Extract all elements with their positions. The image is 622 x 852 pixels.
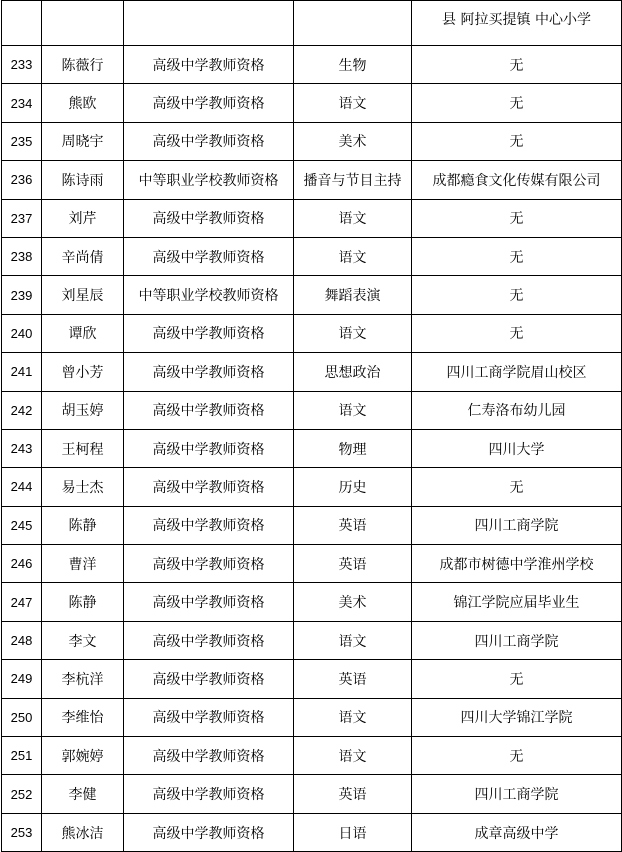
row-qualification: 高级中学教师资格 bbox=[124, 46, 294, 84]
row-name: 胡玉婷 bbox=[42, 391, 124, 429]
row-unit: 成都瘾食文化传媒有限公司 bbox=[412, 161, 622, 199]
row-number: 240 bbox=[2, 314, 42, 352]
row-qualification: 高级中学教师资格 bbox=[124, 737, 294, 775]
row-number: 250 bbox=[2, 698, 42, 736]
row-unit: 无 bbox=[412, 84, 622, 122]
header-cell-4 bbox=[294, 1, 412, 46]
table-row bbox=[2, 199, 622, 237]
table-row bbox=[2, 583, 622, 621]
row-subject: 日语 bbox=[294, 813, 412, 851]
table-row bbox=[2, 161, 622, 199]
row-subject: 美术 bbox=[294, 583, 412, 621]
row-number: 234 bbox=[2, 84, 42, 122]
row-qualification: 高级中学教师资格 bbox=[124, 353, 294, 391]
table-row bbox=[2, 813, 622, 851]
table-row bbox=[2, 237, 622, 275]
row-number: 236 bbox=[2, 161, 42, 199]
row-name: 陈薇行 bbox=[42, 46, 124, 84]
row-qualification: 高级中学教师资格 bbox=[124, 122, 294, 160]
row-name: 熊欧 bbox=[42, 84, 124, 122]
row-number: 235 bbox=[2, 122, 42, 160]
row-unit: 成都市树德中学淮州学校 bbox=[412, 545, 622, 583]
row-qualification: 高级中学教师资格 bbox=[124, 775, 294, 813]
row-name: 李文 bbox=[42, 621, 124, 659]
row-name: 李杭洋 bbox=[42, 660, 124, 698]
row-number: 233 bbox=[2, 46, 42, 84]
row-name: 熊冰洁 bbox=[42, 813, 124, 851]
row-unit: 无 bbox=[412, 660, 622, 698]
row-qualification: 高级中学教师资格 bbox=[124, 237, 294, 275]
row-subject: 英语 bbox=[294, 660, 412, 698]
row-qualification: 高级中学教师资格 bbox=[124, 660, 294, 698]
row-qualification: 高级中学教师资格 bbox=[124, 468, 294, 506]
table-row bbox=[2, 391, 622, 429]
row-unit: 四川工商学院 bbox=[412, 621, 622, 659]
row-unit: 四川工商学院 bbox=[412, 775, 622, 813]
row-number: 243 bbox=[2, 429, 42, 467]
row-unit: 无 bbox=[412, 199, 622, 237]
row-subject: 语文 bbox=[294, 237, 412, 275]
row-qualification: 高级中学教师资格 bbox=[124, 506, 294, 544]
row-qualification: 高级中学教师资格 bbox=[124, 621, 294, 659]
row-subject: 语文 bbox=[294, 199, 412, 237]
row-name: 易士杰 bbox=[42, 468, 124, 506]
row-unit: 无 bbox=[412, 46, 622, 84]
table-row bbox=[2, 660, 622, 698]
table-row bbox=[2, 506, 622, 544]
table-row bbox=[2, 698, 622, 736]
row-qualification: 高级中学教师资格 bbox=[124, 698, 294, 736]
table-row bbox=[2, 737, 622, 775]
row-subject: 生物 bbox=[294, 46, 412, 84]
row-number: 244 bbox=[2, 468, 42, 506]
row-number: 242 bbox=[2, 391, 42, 429]
row-subject: 舞蹈表演 bbox=[294, 276, 412, 314]
row-name: 陈静 bbox=[42, 506, 124, 544]
row-name: 周晓宇 bbox=[42, 122, 124, 160]
row-qualification: 高级中学教师资格 bbox=[124, 545, 294, 583]
table-row bbox=[2, 775, 622, 813]
row-number: 238 bbox=[2, 237, 42, 275]
row-unit: 无 bbox=[412, 314, 622, 352]
table-row bbox=[2, 353, 622, 391]
row-number: 252 bbox=[2, 775, 42, 813]
table-row bbox=[2, 621, 622, 659]
row-number: 247 bbox=[2, 583, 42, 621]
row-number: 239 bbox=[2, 276, 42, 314]
row-number: 248 bbox=[2, 621, 42, 659]
row-number: 245 bbox=[2, 506, 42, 544]
row-name: 辛尚倩 bbox=[42, 237, 124, 275]
table-row bbox=[2, 276, 622, 314]
row-name: 李健 bbox=[42, 775, 124, 813]
row-qualification: 高级中学教师资格 bbox=[124, 84, 294, 122]
row-number: 237 bbox=[2, 199, 42, 237]
row-unit: 仁寿洛布幼儿园 bbox=[412, 391, 622, 429]
row-number: 246 bbox=[2, 545, 42, 583]
row-qualification: 高级中学教师资格 bbox=[124, 314, 294, 352]
table-row bbox=[2, 545, 622, 583]
row-subject: 思想政治 bbox=[294, 353, 412, 391]
row-name: 曹洋 bbox=[42, 545, 124, 583]
row-unit: 无 bbox=[412, 237, 622, 275]
row-qualification: 高级中学教师资格 bbox=[124, 429, 294, 467]
row-subject: 播音与节目主持 bbox=[294, 161, 412, 199]
row-unit: 四川大学 bbox=[412, 429, 622, 467]
row-name: 刘芹 bbox=[42, 199, 124, 237]
row-unit: 四川大学锦江学院 bbox=[412, 698, 622, 736]
row-unit: 无 bbox=[412, 737, 622, 775]
row-unit: 无 bbox=[412, 122, 622, 160]
row-subject: 英语 bbox=[294, 545, 412, 583]
row-qualification: 高级中学教师资格 bbox=[124, 813, 294, 851]
table-row bbox=[2, 46, 622, 84]
row-name: 王柯程 bbox=[42, 429, 124, 467]
row-number: 241 bbox=[2, 353, 42, 391]
row-qualification: 高级中学教师资格 bbox=[124, 199, 294, 237]
row-unit: 成章高级中学 bbox=[412, 813, 622, 851]
table-row bbox=[2, 468, 622, 506]
row-subject: 语文 bbox=[294, 314, 412, 352]
row-unit: 无 bbox=[412, 468, 622, 506]
row-qualification: 中等职业学校教师资格 bbox=[124, 276, 294, 314]
row-number: 249 bbox=[2, 660, 42, 698]
row-subject: 语文 bbox=[294, 737, 412, 775]
row-subject: 语文 bbox=[294, 621, 412, 659]
teacher-qualification-table bbox=[1, 0, 622, 852]
row-name: 谭欣 bbox=[42, 314, 124, 352]
header-cell-3 bbox=[124, 1, 294, 46]
table-row bbox=[2, 84, 622, 122]
table-row bbox=[2, 429, 622, 467]
row-unit: 锦江学院应届毕业生 bbox=[412, 583, 622, 621]
row-subject: 语文 bbox=[294, 391, 412, 429]
row-name: 陈诗雨 bbox=[42, 161, 124, 199]
row-qualification: 中等职业学校教师资格 bbox=[124, 161, 294, 199]
row-qualification: 高级中学教师资格 bbox=[124, 583, 294, 621]
row-qualification: 高级中学教师资格 bbox=[124, 391, 294, 429]
row-subject: 美术 bbox=[294, 122, 412, 160]
table-header-row bbox=[2, 1, 622, 46]
row-subject: 英语 bbox=[294, 506, 412, 544]
table-row bbox=[2, 122, 622, 160]
header-cell-unit: 县 阿拉买提镇 中心小学 bbox=[412, 1, 622, 46]
row-subject: 历史 bbox=[294, 468, 412, 506]
table-row bbox=[2, 314, 622, 352]
row-name: 郭婉婷 bbox=[42, 737, 124, 775]
row-name: 陈静 bbox=[42, 583, 124, 621]
row-subject: 英语 bbox=[294, 775, 412, 813]
row-subject: 语文 bbox=[294, 84, 412, 122]
row-unit: 无 bbox=[412, 276, 622, 314]
row-unit: 四川工商学院眉山校区 bbox=[412, 353, 622, 391]
row-name: 曾小芳 bbox=[42, 353, 124, 391]
row-name: 刘星辰 bbox=[42, 276, 124, 314]
row-number: 253 bbox=[2, 813, 42, 851]
header-cell-1 bbox=[2, 1, 42, 46]
row-name: 李维怡 bbox=[42, 698, 124, 736]
row-unit: 四川工商学院 bbox=[412, 506, 622, 544]
header-cell-2 bbox=[42, 1, 124, 46]
row-number: 251 bbox=[2, 737, 42, 775]
row-subject: 物理 bbox=[294, 429, 412, 467]
row-subject: 语文 bbox=[294, 698, 412, 736]
